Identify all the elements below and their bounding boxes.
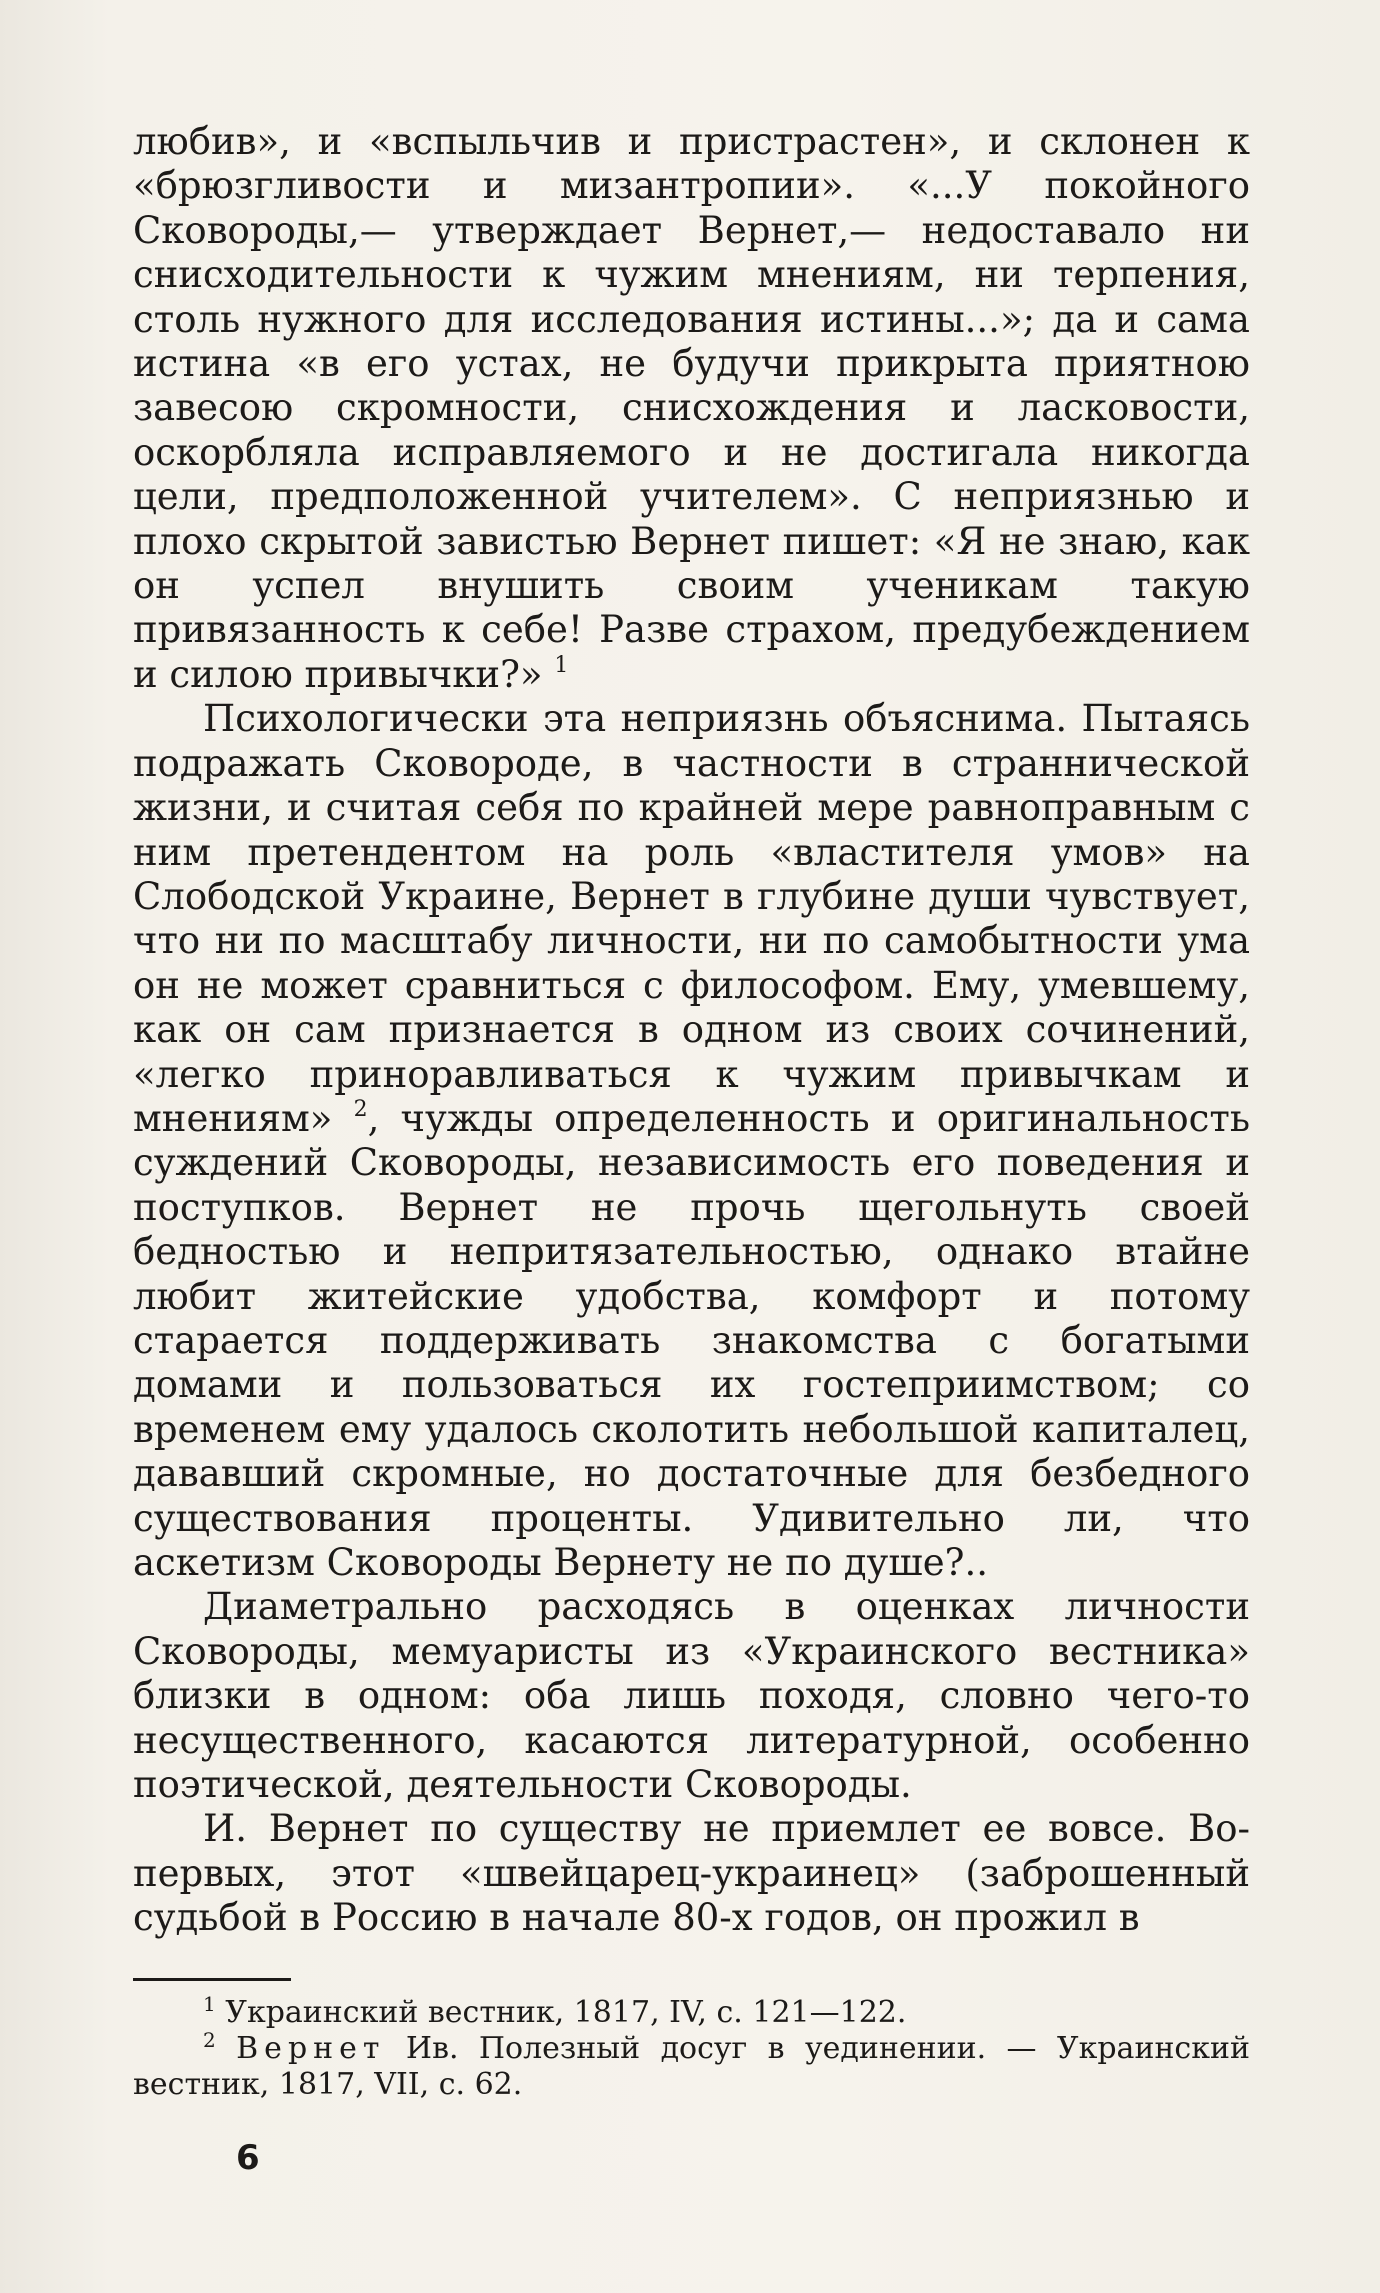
footnotes [133,1992,1250,2103]
paragraph-2-text-b: , чужды определенность и оригинальность суждений Сковороды, независимость его поведения и поступков. Вернет не прочь щегольнуть своей бедностью и непритязательностью, однако втайне любит житейские удобства, комфорт и потому старается поддерживать знакомства с богатыми домами и пользоваться их гостеприимством; со временем ему удалось сколотить небольшой капиталец, дававший скромные, но достаточные для безбедного существования проценты. Удивительно ли, что аскетизм Сковороды Вернету не по душе?.. [133,1096,1250,1584]
paragraph-4 [133,1807,1250,1940]
footnote-divider [133,1978,291,1981]
footnote-2-mark: 2 [203,2028,216,2052]
footnote-2-text: Ив. Полезный досуг в уединении. — Украинский вестник, 1817, VII, с. 62. [133,2031,1250,2102]
footnote-2 [133,2028,1250,2103]
paragraph-1-text: любив», и «вспыльчив и пристрастен», и склонен к «брюзгливости и мизантропии». «...У покойного Сковороды,— утверждает Вернет,— недоставало ни снисходительности к чужим мнениям, ни терпения, столь нужного для исследования истины...»; да и сама истина «в его устах, не будучи прикрыта приятною завесою скромности, снисхождения и ласковости, оскорбляла исправляемого и не достигала никогда цели, предположенной учителем». С неприязнью и плохо скрытой завистью Вернет пишет: «Я не знаю, как он успел внушить своим ученикам такую привязанность к себе! Разве страхом, предубеждением и силою привычки?» [133,120,1250,696]
footnote-ref-1: 1 [554,652,569,678]
footnote-ref-2: 2 [353,1096,368,1122]
paragraph-2-text-a: Психологически эта неприязнь объяснима. Пытаясь подражать Сковороде, в частности в страннической жизни, и считая себя по крайней мере равноправным с ним претендентом на роль «властителя умов» на Слободской Украине, Вернет в глубине души чувствует, что ни по масштабу личности, ни по самобытности ума он не может сравниться с философом. Ему, умевшему, как он сам признается в одном из своих сочинений, «легко приноравливаться к чужим привычкам и мнениям» [133,697,1250,1140]
footnote-1-mark: 1 [203,1992,216,2016]
footnote-1 [133,1992,1250,2031]
paragraph-2 [133,697,1250,1585]
paragraph-3 [133,1585,1250,1807]
paragraph-1 [133,120,1250,697]
paragraph-3-text: Диаметрально расходясь в оценках личности Сковороды, мемуаристы из «Украинского вестника» близки в одном: оба лишь походя, словно чего-то несущественного, касаются литературной, особенно поэтической, деятельности Сковороды. [133,1585,1250,1807]
footnote-1-text: Украинский вестник, 1817, IV, с. 121—122. [225,1995,907,2030]
footnote-2-author: Вернет [236,2031,386,2066]
main-text [133,120,1250,1941]
page-number: 6 [236,2138,260,2178]
paragraph-4-text: И. Вернет по существу не приемлет ее вовсе. Во-первых, этот «швейцарец-украинец» (заброшенный судьбой в Россию в начале 80-х годов, он прожил в [133,1807,1250,1940]
